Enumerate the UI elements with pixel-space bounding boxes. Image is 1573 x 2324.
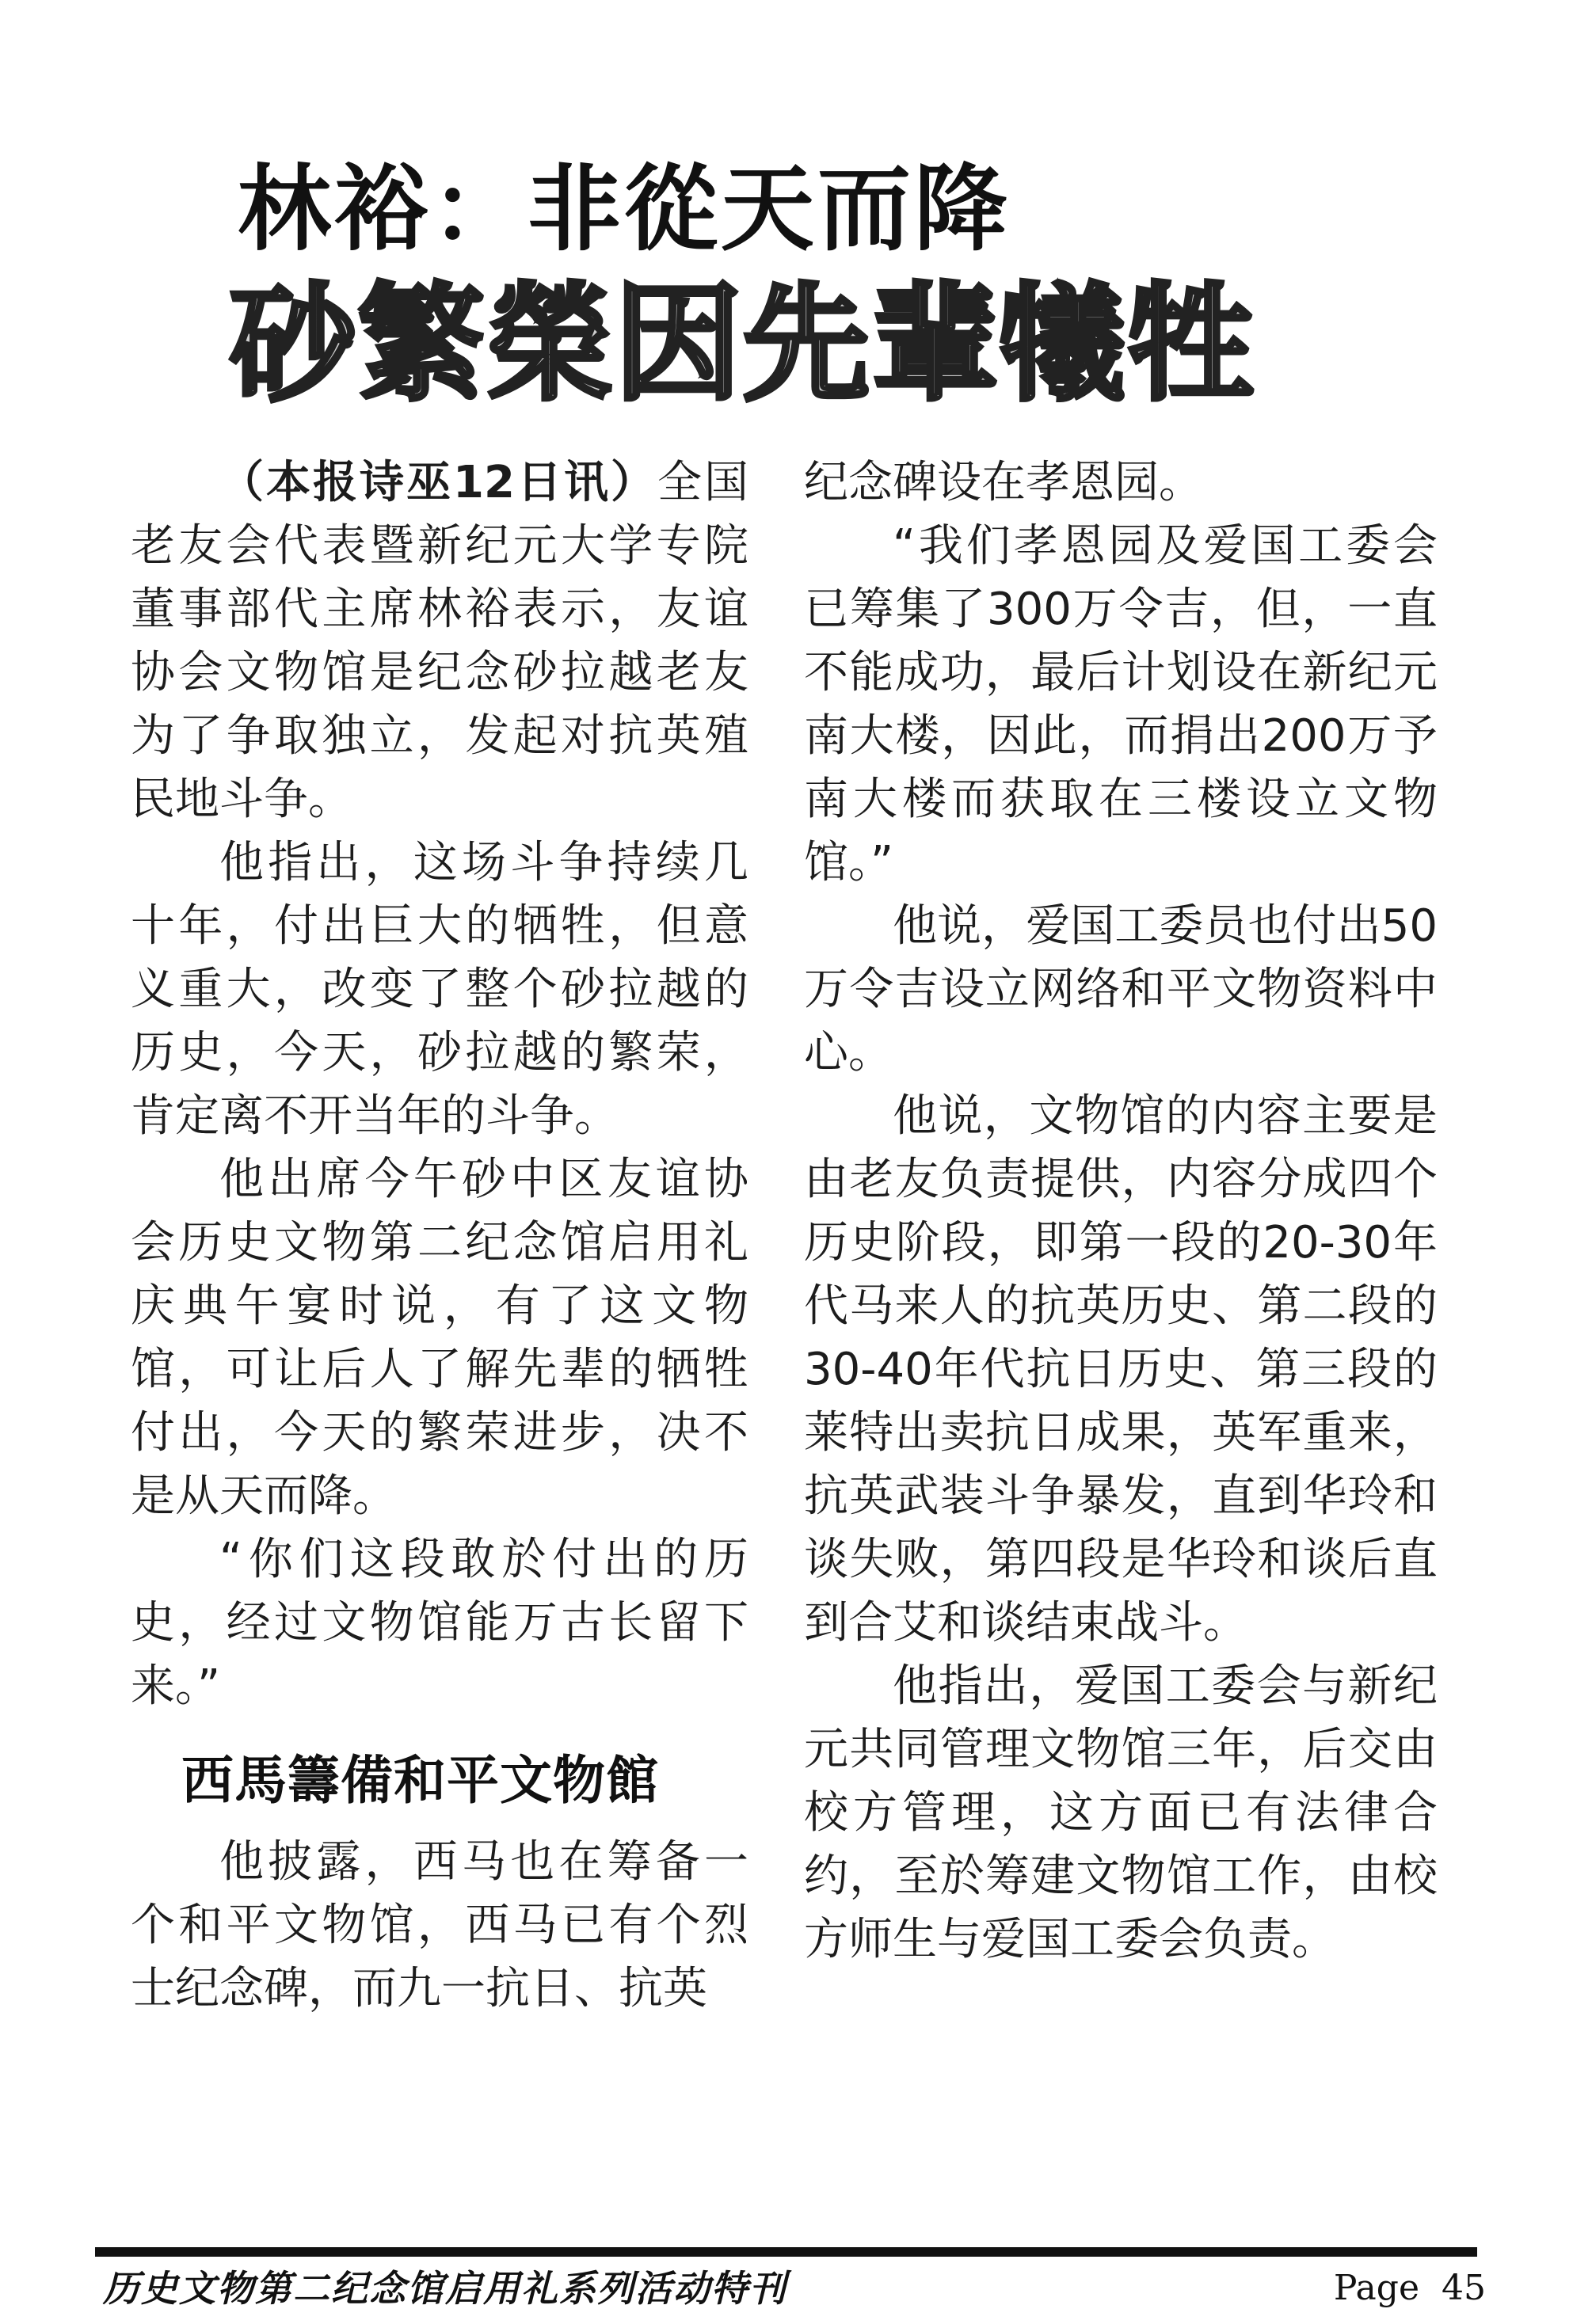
footer-page-number: [1334, 2266, 1486, 2311]
paragraph: 他说，爱国工委员也付出50万令吉设立网络和平文物资料中心。: [804, 900, 1438, 1078]
headline: 林裕：非從天而降: [238, 154, 1011, 264]
right-column: [804, 451, 1438, 1972]
dateline: （本报诗巫12日讯）: [219, 457, 657, 508]
paragraph: 他指出，爱国工委会与新纪元共同管理文物馆三年，后交由校方管理，这方面已有法律合约，至於筹建文物馆工作，由校方师生与爱国工委会负责。: [804, 1660, 1438, 1965]
paragraph: 他出席今午砂中区友谊协会历史文物第二纪念馆启用礼庆典午宴时说，有了这文物馆，可让后人了解先辈的牺牲付出，今天的繁荣进步，决不是从天而降。: [131, 1154, 748, 1522]
paragraph: 他说，文物馆的内容主要是由老友负责提供，内容分成四个历史阶段，即第一段的20-30年代马来人的抗英历史、第二段的30-40年代抗日历史、第三段的莱特出卖抗日成果，英军重来，抗英武装斗争暴发，直到华玲和谈失败，第四段是华玲和谈后直到合艾和谈结束战斗。: [804, 1090, 1438, 1649]
paragraph: 他指出，这场斗争持续几十年，付出巨大的牺牲，但意义重大，改变了整个砂拉越的历史，今天，砂拉越的繁荣，肯定离不开当年的斗争。: [131, 837, 748, 1142]
lead-text: 全国老友会代表暨新纪元大学专院董事部代主席林裕表示，友谊协会文物馆是纪念砂拉越老友为了争取独立，发起对抗英殖民地斗争。: [131, 457, 749, 825]
footer-publication-title: 历史文物第二纪念馆启用礼系列活动特刊: [103, 2267, 787, 2310]
page-label: Page: [1333, 2268, 1419, 2308]
paragraph: 他披露，西马也在筹备一个和平文物馆，西马已有个烈士纪念碑，而九一抗日、抗英: [131, 1836, 748, 2014]
quote-paragraph: “我们孝恩园及爱国工委会已筹集了300万令吉，但，一直不能成功，最后计划设在新纪元南大楼，因此，而捐出200万予南大楼而获取在三楼设立文物馆。”: [804, 520, 1438, 888]
footer-divider: [95, 2247, 1477, 2257]
paragraph-continued: 纪念碑设在孝恩园。: [804, 457, 1203, 508]
paragraph-lead: [131, 451, 748, 831]
quote-paragraph: “你们这段敢於付出的历史，经过文物馆能万古长留下来。”: [131, 1534, 748, 1712]
subheadline: 砂繁榮因先輩犧牲: [230, 270, 1257, 418]
page-number: 45: [1442, 2268, 1486, 2308]
left-column: [131, 451, 748, 2021]
section-heading: 西馬籌備和平文物館: [181, 1749, 659, 1811]
